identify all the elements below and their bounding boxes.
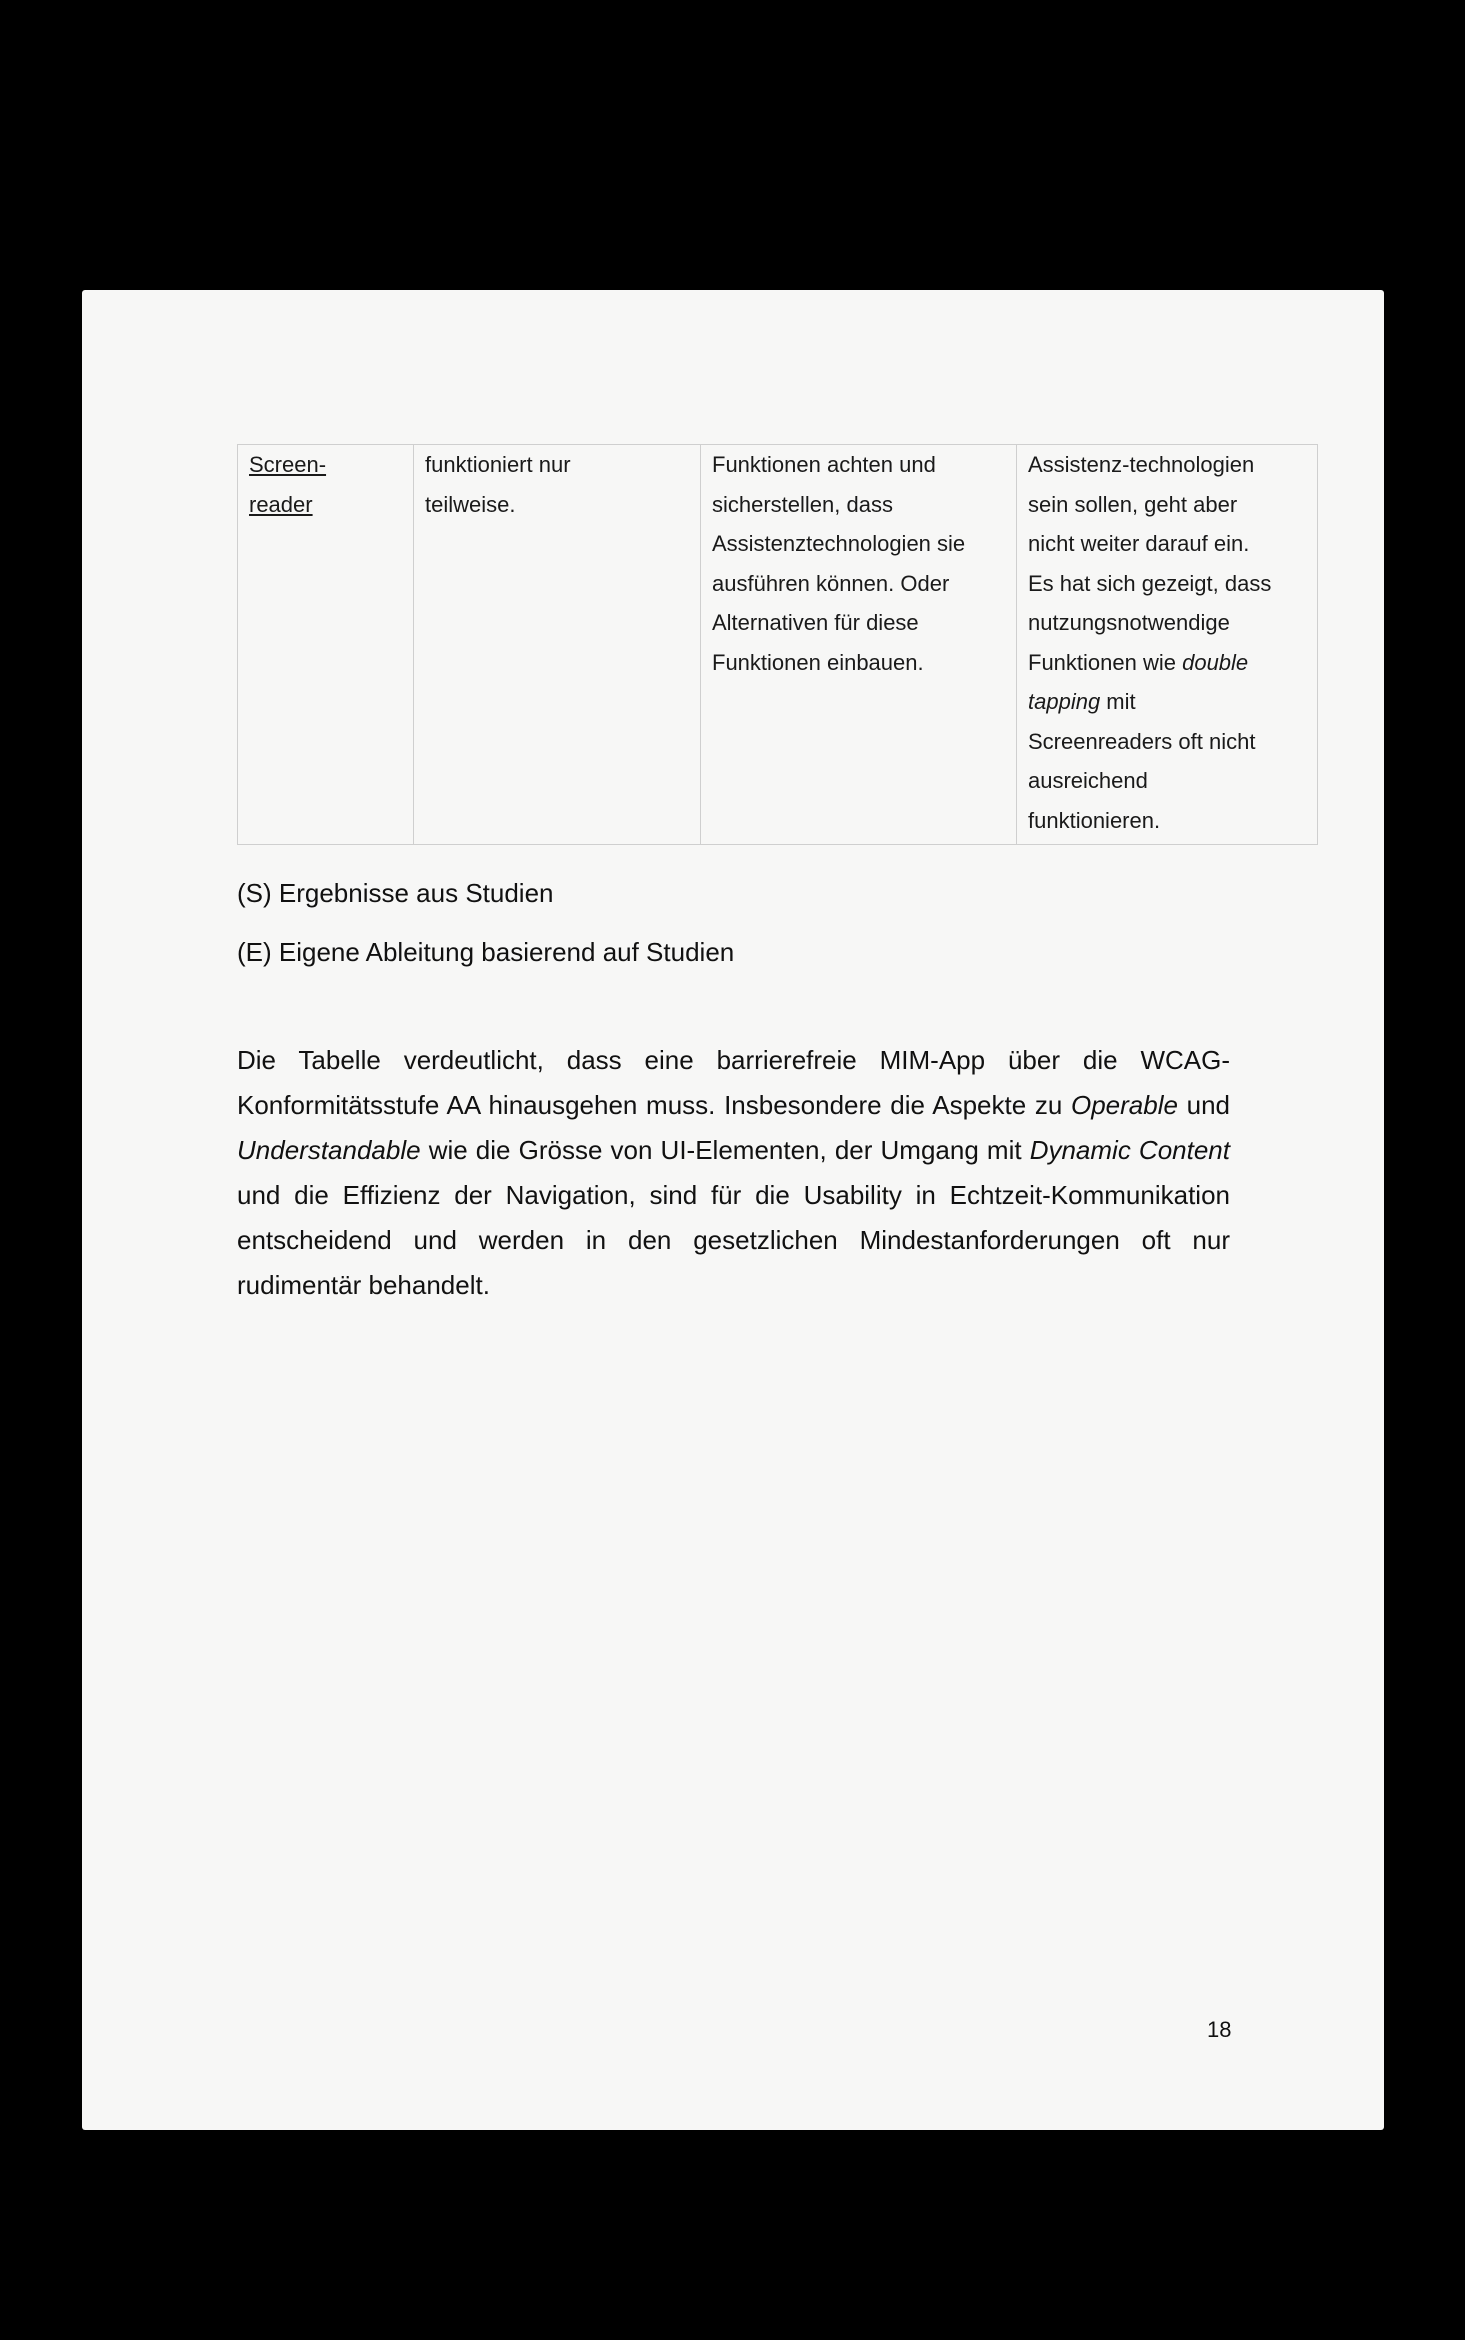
legend-own-derivation: (E) Eigene Ableitung basierend auf Studien — [237, 937, 735, 967]
paragraph-italic: Dynamic Content — [1029, 1135, 1230, 1165]
cell-line: funktioniert nur — [425, 452, 571, 477]
cell-line: Assistenztechnologien sie — [712, 531, 966, 556]
cell-line: Assistenz-technologien — [1028, 452, 1255, 477]
cell-line — [1028, 643, 1307, 683]
cell-line: Alternativen für diese — [712, 610, 919, 635]
cell-line: teilweise. — [425, 491, 516, 517]
cell-line: Funktionen achten und — [712, 452, 936, 477]
cell-line: Screenreaders oft nicht — [1028, 728, 1256, 754]
table-row — [238, 445, 1318, 845]
page-number: 18 — [1207, 2017, 1232, 2042]
paragraph-text: Konformitätsstufe AA hinausgehen muss. Insbesondere die Aspekte zu — [237, 1090, 1071, 1120]
paragraph-line — [237, 1128, 1230, 1173]
paragraph-line — [237, 1083, 1230, 1128]
cell-line: Funktionen einbauen. — [712, 649, 924, 675]
document-page — [82, 290, 1384, 2130]
cell-line: ausreichend — [1028, 768, 1148, 793]
body-paragraph — [237, 1038, 1230, 1308]
table-cell-recommendation — [701, 445, 1017, 845]
paragraph-line: Die Tabelle verdeutlicht, dass eine barrierefreie MIM-App über die WCAG- — [237, 1045, 1230, 1075]
cell-line: sicherstellen, dass — [712, 491, 893, 517]
paragraph-line: entscheidend und werden in den gesetzlichen Mindestanforderungen oft nur — [237, 1225, 1230, 1255]
legend-studies: (S) Ergebnisse aus Studien — [237, 878, 554, 908]
cell-italic-text: double — [1182, 649, 1249, 675]
cell-line: reader — [249, 491, 313, 517]
table-legend — [237, 864, 734, 982]
cell-text: Funktionen wie — [1028, 649, 1183, 675]
table-cell-finding — [1017, 445, 1318, 845]
cell-line: nicht weiter darauf ein. — [1028, 531, 1250, 556]
cell-line: Es hat sich gezeigt, dass — [1028, 570, 1272, 596]
paragraph-text: wie die Grösse von UI-Elementen, der Umgang mit — [420, 1135, 1030, 1165]
table-cell-feature — [238, 445, 414, 845]
cell-line: funktionieren. — [1028, 807, 1161, 833]
cell-line: ausführen können. Oder — [712, 570, 950, 596]
cell-line: Screen- — [249, 452, 327, 477]
cell-line: nutzungsnotwendige — [1028, 610, 1230, 635]
table-cell-status — [414, 445, 701, 845]
paragraph-italic: Operable — [1070, 1090, 1178, 1120]
accessibility-table — [237, 444, 1318, 845]
paragraph-italic: Understandable — [237, 1135, 421, 1165]
cell-line: sein sollen, geht aber — [1028, 491, 1238, 517]
cell-text: mit — [1100, 689, 1136, 714]
cell-italic-text: tapping — [1028, 689, 1101, 714]
paragraph-line: und die Effizienz der Navigation, sind für die Usability in Echtzeit-Kommunikation — [237, 1180, 1230, 1210]
paragraph-line: rudimentär behandelt. — [237, 1270, 490, 1300]
paragraph-text: und — [1177, 1090, 1231, 1120]
cell-line — [1028, 682, 1307, 722]
